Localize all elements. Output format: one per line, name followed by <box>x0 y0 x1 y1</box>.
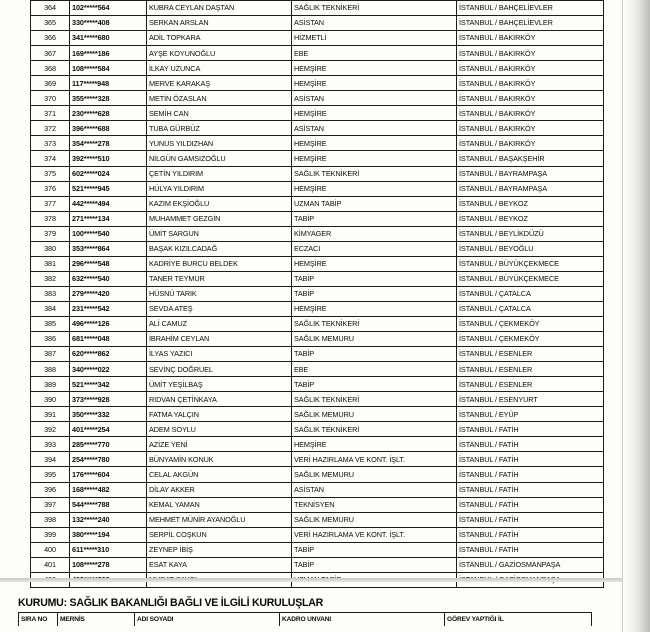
table-row <box>31 31 604 46</box>
cell-adi-soyadi: RIDVAN ÇETİNKAYA <box>147 392 292 407</box>
table-row <box>31 301 604 316</box>
cell-sira-no: 376 <box>31 181 70 196</box>
cell-gorev-yaptigi-il: İSTANBUL / ÇEKMEKÖY <box>457 332 604 347</box>
cell-adi-soyadi: ZEYNEP İBİŞ <box>147 542 292 557</box>
cell-sira-no: 397 <box>31 497 70 512</box>
cell-kadro-unvani: ASİSTAN <box>292 16 457 31</box>
cell-mernis: 354*****278 <box>70 136 147 151</box>
cell-mernis: 373*****928 <box>70 392 147 407</box>
cell-sira-no: 372 <box>31 121 70 136</box>
column-header-gorev-yaptigi-il: GÖREV YAPTIĞI İL <box>445 613 592 627</box>
cell-gorev-yaptigi-il: İSTANBUL / FATİH <box>457 527 604 542</box>
cell-gorev-yaptigi-il: İSTANBUL / BAKIRKÖY <box>457 76 604 91</box>
cell-sira-no: 370 <box>31 91 70 106</box>
cell-kadro-unvani: HEMŞİRE <box>292 76 457 91</box>
cell-sira-no: 378 <box>31 211 70 226</box>
cell-gorev-yaptigi-il: İSTANBUL / BEYKOZ <box>457 196 604 211</box>
cell-sira-no: 371 <box>31 106 70 121</box>
table-row <box>31 46 604 61</box>
cell-gorev-yaptigi-il: İSTANBUL / BEYKOZ <box>457 211 604 226</box>
cell-kadro-unvani: VERİ HAZIRLAMA VE KONT. İŞLT. <box>292 527 457 542</box>
cell-adi-soyadi: ÇETİN YILDIRIM <box>147 166 292 181</box>
column-header-sira-no: SIRA NO <box>19 613 58 627</box>
cell-kadro-unvani: TEKNİSYEN <box>292 497 457 512</box>
table-row <box>31 557 604 572</box>
scan-page-edge-line <box>622 0 623 632</box>
cell-adi-soyadi: BÜNYAMİN KONUK <box>147 452 292 467</box>
scan-page-edge <box>622 0 650 632</box>
cell-adi-soyadi: SEMİH CAN <box>147 106 292 121</box>
cell-kadro-unvani: ECZACI <box>292 241 457 256</box>
cell-mernis: 108*****278 <box>70 557 147 572</box>
cell-mernis: 442*****494 <box>70 196 147 211</box>
column-header-adi-soyadi: ADI SOYADI <box>135 613 280 627</box>
cell-adi-soyadi: ÜMİT SARGUN <box>147 226 292 241</box>
cell-adi-soyadi: HÜSNÜ TARIK <box>147 286 292 301</box>
cell-kadro-unvani: SAĞLIK TEKNİKERİ <box>292 422 457 437</box>
cell-gorev-yaptigi-il: İSTANBUL / EYÜP <box>457 407 604 422</box>
cell-kadro-unvani: TABİP <box>292 557 457 572</box>
cell-sira-no: 399 <box>31 527 70 542</box>
cell-kadro-unvani: ASİSTAN <box>292 482 457 497</box>
column-header-mernis: MERNİS <box>58 613 135 627</box>
cell-kadro-unvani: HEMŞİRE <box>292 256 457 271</box>
cell-sira-no: 365 <box>31 16 70 31</box>
cell-sira-no: 375 <box>31 166 70 181</box>
cell-gorev-yaptigi-il: İSTANBUL / FATİH <box>457 422 604 437</box>
cell-sira-no: 387 <box>31 347 70 362</box>
cell-gorev-yaptigi-il: İSTANBUL / ÇEKMEKÖY <box>457 316 604 331</box>
cell-adi-soyadi: SERPİL COŞKUN <box>147 527 292 542</box>
cell-sira-no: 395 <box>31 467 70 482</box>
cell-gorev-yaptigi-il: İSTANBUL / FATİH <box>457 452 604 467</box>
cell-gorev-yaptigi-il: İSTANBUL / BAKIRKÖY <box>457 121 604 136</box>
cell-mernis: 132*****240 <box>70 512 147 527</box>
cell-gorev-yaptigi-il: İSTANBUL / ESENLER <box>457 362 604 377</box>
cell-mernis: 355*****328 <box>70 91 147 106</box>
table-header-row <box>19 613 592 627</box>
cell-mernis: 401*****254 <box>70 422 147 437</box>
table-row <box>31 151 604 166</box>
table-row <box>31 512 604 527</box>
table-row <box>31 497 604 512</box>
cell-mernis: 231*****542 <box>70 302 147 317</box>
cell-sira-no: 373 <box>31 136 70 151</box>
cell-sira-no: 386 <box>31 332 70 347</box>
cell-kadro-unvani: HEMŞİRE <box>292 106 457 121</box>
cell-gorev-yaptigi-il: İSTANBUL / ESENLER <box>457 377 604 392</box>
cell-kadro-unvani: HEMŞİRE <box>292 437 457 452</box>
cell-adi-soyadi: MUHAMMET GEZGİN <box>147 211 292 226</box>
table-row <box>31 437 604 452</box>
cell-adi-soyadi: ÜMİT YEŞİLBAŞ <box>147 377 292 392</box>
cell-gorev-yaptigi-il: İSTANBUL / BAKIRKÖY <box>457 91 604 106</box>
table-row <box>31 542 604 557</box>
cell-sira-no: 400 <box>31 542 70 557</box>
cell-adi-soyadi: ADİL TOPKARA <box>147 31 292 46</box>
cell-gorev-yaptigi-il: İSTANBUL / BAYRAMPAŞA <box>457 181 604 196</box>
cell-gorev-yaptigi-il: İSTANBUL / BAKIRKÖY <box>457 46 604 61</box>
cell-adi-soyadi: ALİ CAMUZ <box>147 316 292 331</box>
cell-sira-no: 391 <box>31 407 70 422</box>
cell-mernis: 330*****408 <box>70 16 147 31</box>
cell-kadro-unvani: SAĞLIK TEKNİKERİ <box>292 316 457 331</box>
cell-gorev-yaptigi-il: İSTANBUL / ÇATALCA <box>457 302 604 317</box>
table-row <box>31 1 604 16</box>
table-row <box>31 166 604 181</box>
roster-table <box>30 0 604 588</box>
cell-adi-soyadi: ESAT KAYA <box>147 557 292 572</box>
cell-sira-no: 389 <box>31 377 70 392</box>
roster-table-body <box>31 1 604 588</box>
cell-adi-soyadi: MERVE KARAKAŞ <box>147 76 292 91</box>
table-row <box>31 271 604 286</box>
cell-kadro-unvani: SAĞLIK MEMURU <box>292 407 457 422</box>
cell-gorev-yaptigi-il: İSTANBUL / FATİH <box>457 497 604 512</box>
cell-sira-no: 382 <box>31 271 70 286</box>
cell-mernis: 271*****134 <box>70 211 147 226</box>
cell-kadro-unvani: KİMYAGER <box>292 226 457 241</box>
cell-gorev-yaptigi-il: İSTANBUL / GAZİOSMANPAŞA <box>457 557 604 572</box>
cell-mernis: 254*****780 <box>70 452 147 467</box>
cell-mernis: 176*****604 <box>70 467 147 482</box>
cell-kadro-unvani: TABİP <box>292 377 457 392</box>
cell-kadro-unvani: UZMAN TABİP <box>292 196 457 211</box>
cell-mernis: 396*****688 <box>70 121 147 136</box>
cell-kadro-unvani: SAĞLIK MEMURU <box>292 332 457 347</box>
cell-adi-soyadi: DİLAY AKKER <box>147 482 292 497</box>
cell-sira-no: 377 <box>31 196 70 211</box>
cell-mernis: 168*****482 <box>70 482 147 497</box>
cell-adi-soyadi: SERKAN ARSLAN <box>147 16 292 31</box>
cell-mernis: 602*****024 <box>70 166 147 181</box>
cell-adi-soyadi: METİN ÖZASLAN <box>147 91 292 106</box>
table-row <box>31 362 604 377</box>
cell-kadro-unvani: TABİP <box>292 211 457 226</box>
cell-mernis: 169*****186 <box>70 46 147 61</box>
cell-kadro-unvani: SAĞLIK TEKNİKERİ <box>292 392 457 407</box>
cell-gorev-yaptigi-il: İSTANBUL / BAKIRKÖY <box>457 31 604 46</box>
table-row <box>31 392 604 407</box>
cell-sira-no: 364 <box>31 1 70 16</box>
cell-sira-no: 393 <box>31 437 70 452</box>
cell-gorev-yaptigi-il: İSTANBUL / ÇATALCA <box>457 286 604 301</box>
table-row <box>31 76 604 91</box>
next-section-header-table <box>18 612 592 626</box>
cell-mernis: 230*****628 <box>70 106 147 121</box>
cell-gorev-yaptigi-il: İSTANBUL / ESENLER <box>457 347 604 362</box>
cell-gorev-yaptigi-il: İSTANBUL / BAHÇELİEVLER <box>457 16 604 31</box>
cell-sira-no: 381 <box>31 256 70 271</box>
cell-kadro-unvani: SAĞLIK MEMURU <box>292 512 457 527</box>
cell-gorev-yaptigi-il: İSTANBUL / FATİH <box>457 512 604 527</box>
cell-sira-no: 379 <box>31 226 70 241</box>
cell-kadro-unvani: VERİ HAZIRLAMA VE KONT. İŞLT. <box>292 452 457 467</box>
cell-mernis: 108*****584 <box>70 61 147 76</box>
cell-adi-soyadi: SEVİNÇ DOĞRUEL <box>147 362 292 377</box>
cell-sira-no: 401 <box>31 557 70 572</box>
cell-sira-no: 368 <box>31 61 70 76</box>
cell-mernis: 392*****510 <box>70 151 147 166</box>
cell-sira-no: 396 <box>31 482 70 497</box>
cell-mernis: 681*****048 <box>70 332 147 347</box>
cell-mernis: 340*****022 <box>70 362 147 377</box>
cell-adi-soyadi: İLKAY UZUNCA <box>147 61 292 76</box>
cell-kadro-unvani: TABİP <box>292 286 457 301</box>
cell-gorev-yaptigi-il: İSTANBUL / BÜYÜKÇEKMECE <box>457 271 604 286</box>
cell-adi-soyadi: ADEM SOYLU <box>147 422 292 437</box>
cell-gorev-yaptigi-il: İSTANBUL / FATİH <box>457 542 604 557</box>
table-row <box>31 196 604 211</box>
table-row <box>31 407 604 422</box>
cell-adi-soyadi: NİLGÜN GAMSIZOĞLU <box>147 151 292 166</box>
cell-mernis: 285*****770 <box>70 437 147 452</box>
cell-adi-soyadi: MEHMET MÜNİR AYANOĞLU <box>147 512 292 527</box>
cell-mernis: 632*****540 <box>70 271 147 286</box>
cell-gorev-yaptigi-il: İSTANBUL / FATİH <box>457 482 604 497</box>
cell-mernis: 100*****540 <box>70 226 147 241</box>
cell-kadro-unvani: SAĞLIK TEKNİKERİ <box>292 166 457 181</box>
table-row <box>31 211 604 226</box>
cell-kadro-unvani: HEMŞİRE <box>292 151 457 166</box>
cell-mernis: 620*****862 <box>70 347 147 362</box>
cell-gorev-yaptigi-il: İSTANBUL / BEYOĞLU <box>457 241 604 256</box>
cell-kadro-unvani: SAĞLIK MEMURU <box>292 467 457 482</box>
table-row <box>31 452 604 467</box>
cell-kadro-unvani: HİZMETLİ <box>292 31 457 46</box>
table-row <box>31 256 604 271</box>
table-row <box>31 91 604 106</box>
cell-sira-no: 385 <box>31 316 70 331</box>
cell-gorev-yaptigi-il: İSTANBUL / BAŞAKŞEHİR <box>457 151 604 166</box>
cell-sira-no: 388 <box>31 362 70 377</box>
cell-kadro-unvani: HEMŞİRE <box>292 302 457 317</box>
table-row <box>31 121 604 136</box>
cell-mernis: 341*****680 <box>70 31 147 46</box>
table-row <box>31 422 604 437</box>
cell-kadro-unvani: EBE <box>292 46 457 61</box>
cell-mernis: 353*****864 <box>70 241 147 256</box>
page-section-divider <box>0 578 622 582</box>
table-row <box>31 286 604 301</box>
roster-table-container <box>30 0 578 588</box>
cell-gorev-yaptigi-il: İSTANBUL / BAHÇELİEVLER <box>457 1 604 16</box>
table-row <box>31 106 604 121</box>
cell-sira-no: 383 <box>31 286 70 301</box>
cell-adi-soyadi: YUNUS YILDIZHAN <box>147 136 292 151</box>
cell-adi-soyadi: BAŞAK KIZILCADAĞ <box>147 241 292 256</box>
table-row <box>31 527 604 542</box>
cell-gorev-yaptigi-il: İSTANBUL / FATİH <box>457 467 604 482</box>
cell-sira-no: 367 <box>31 46 70 61</box>
cell-mernis: 117*****948 <box>70 76 147 91</box>
cell-mernis: 544*****788 <box>70 497 147 512</box>
cell-gorev-yaptigi-il: İSTANBUL / BÜYÜKÇEKMECE <box>457 256 604 271</box>
cell-kadro-unvani: ASİSTAN <box>292 121 457 136</box>
cell-sira-no: 369 <box>31 76 70 91</box>
cell-kadro-unvani: SAĞLIK TEKNİKERİ <box>292 1 457 16</box>
cell-mernis: 521*****342 <box>70 377 147 392</box>
cell-gorev-yaptigi-il: İSTANBUL / BAYRAMPAŞA <box>457 166 604 181</box>
cell-kadro-unvani: ASİSTAN <box>292 91 457 106</box>
cell-kadro-unvani: HEMŞİRE <box>292 61 457 76</box>
cell-kadro-unvani: EBE <box>292 362 457 377</box>
table-row <box>31 226 604 241</box>
column-header-kadro-unvani: KADRO UNVANI <box>280 613 445 627</box>
cell-adi-soyadi: KADRİYE BURCU BELDEK <box>147 256 292 271</box>
cell-mernis: 496*****126 <box>70 316 147 331</box>
cell-adi-soyadi: TUBA GÜRBÜZ <box>147 121 292 136</box>
cell-adi-soyadi: KEMAL YAMAN <box>147 497 292 512</box>
cell-adi-soyadi: TANER TEYMUR <box>147 271 292 286</box>
cell-kadro-unvani: TABİP <box>292 347 457 362</box>
cell-mernis: 296*****548 <box>70 256 147 271</box>
table-row <box>31 332 604 347</box>
cell-adi-soyadi: KUBRA CEYLAN DAŞTAN <box>147 1 292 16</box>
cell-adi-soyadi: CELAL AKGÜN <box>147 467 292 482</box>
cell-kadro-unvani: TABİP <box>292 271 457 286</box>
cell-mernis: 350*****332 <box>70 407 147 422</box>
cell-kadro-unvani: HEMŞİRE <box>292 181 457 196</box>
cell-gorev-yaptigi-il: İSTANBUL / ESENYURT <box>457 392 604 407</box>
cell-gorev-yaptigi-il: İSTANBUL / FATİH <box>457 437 604 452</box>
cell-adi-soyadi: İLYAS YAZICI <box>147 347 292 362</box>
cell-mernis: 380*****194 <box>70 527 147 542</box>
cell-adi-soyadi: İBRAHİM CEYLAN <box>147 332 292 347</box>
table-row <box>31 181 604 196</box>
table-row <box>31 467 604 482</box>
cell-mernis: 279*****420 <box>70 286 147 301</box>
table-row <box>31 16 604 31</box>
cell-kadro-unvani: TABİP <box>292 542 457 557</box>
cell-mernis: 102*****564 <box>70 1 147 16</box>
cell-sira-no: 366 <box>31 31 70 46</box>
cell-gorev-yaptigi-il: İSTANBUL / BEYLİKDÜZÜ <box>457 226 604 241</box>
cell-adi-soyadi: HÜLYA YILDIRIM <box>147 181 292 196</box>
institution-title: KURUMU: SAĞLIK BAKANLIĞI BAĞLI VE İLGİLİ KURULUŞLAR <box>18 597 324 609</box>
cell-mernis: 521*****945 <box>70 181 147 196</box>
cell-sira-no: 392 <box>31 422 70 437</box>
cell-gorev-yaptigi-il: İSTANBUL / BAKIRKÖY <box>457 61 604 76</box>
cell-kadro-unvani: HEMŞİRE <box>292 136 457 151</box>
cell-adi-soyadi: KAZIM EKŞİOĞLU <box>147 196 292 211</box>
cell-sira-no: 398 <box>31 512 70 527</box>
cell-mernis: 611*****310 <box>70 542 147 557</box>
cell-adi-soyadi: FATMA YALÇIN <box>147 407 292 422</box>
next-section-block <box>18 598 578 626</box>
cell-sira-no: 384 <box>31 302 70 317</box>
cell-sira-no: 380 <box>31 241 70 256</box>
table-row <box>31 136 604 151</box>
cell-gorev-yaptigi-il: İSTANBUL / BAKIRKÖY <box>457 136 604 151</box>
table-row <box>31 347 604 362</box>
table-row <box>31 61 604 76</box>
cell-sira-no: 394 <box>31 452 70 467</box>
cell-adi-soyadi: AYŞE KOYUNOĞLU <box>147 46 292 61</box>
table-row <box>31 316 604 331</box>
table-row <box>31 377 604 392</box>
cell-adi-soyadi: AZİZE YENİ <box>147 437 292 452</box>
cell-adi-soyadi: SEVDA ATEŞ <box>147 302 292 317</box>
cell-sira-no: 374 <box>31 151 70 166</box>
table-row <box>31 241 604 256</box>
cell-gorev-yaptigi-il: İSTANBUL / BAKIRKÖY <box>457 106 604 121</box>
table-row <box>31 482 604 497</box>
cell-sira-no: 390 <box>31 392 70 407</box>
